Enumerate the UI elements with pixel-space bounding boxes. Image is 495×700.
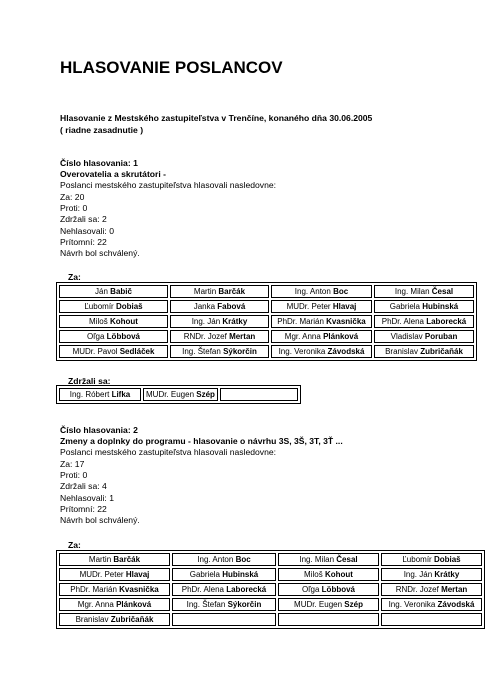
- page-title: HLASOVANIE POSLANCOV: [60, 58, 283, 77]
- group-label-za: Za:: [68, 272, 81, 282]
- group-label-zdrzali: Zdržali sa:: [68, 376, 111, 386]
- member-first-name: Oľga: [301, 585, 320, 594]
- member-first-name: Gabriela: [389, 302, 420, 311]
- member-last-name: Sýkorčin: [223, 347, 257, 356]
- table-cell: [278, 613, 379, 626]
- member-first-name: Ing. Štefan: [182, 347, 221, 356]
- table-cell: [59, 583, 170, 596]
- member-first-name: Martin: [193, 287, 217, 296]
- table-row: [59, 553, 482, 566]
- table-cell: [59, 315, 168, 328]
- member-last-name: Szép: [196, 390, 215, 399]
- table-cell: [278, 583, 379, 596]
- member-last-name: Kohout: [324, 570, 353, 579]
- table-cell: [381, 553, 482, 566]
- table-cell: [220, 388, 298, 401]
- vote-intro: Poslanci mestského zastupiteľstva hlasovali nasledovne:: [60, 180, 277, 190]
- table-cell: [374, 330, 474, 343]
- member-last-name: Barčák: [113, 555, 141, 564]
- member-last-name: Babič: [110, 287, 132, 296]
- member-first-name: Ing. Veronika: [388, 600, 436, 609]
- member-last-name: Fabová: [217, 302, 246, 311]
- table-row: [59, 583, 482, 596]
- member-first-name: MUDr. Eugen: [294, 600, 343, 609]
- table-cell: [172, 553, 276, 566]
- names-table: [56, 282, 477, 361]
- table-row: [59, 613, 482, 626]
- member-first-name: Ing. Štefan: [186, 600, 226, 609]
- vote-pritomni-count: Prítomní: 22: [60, 237, 107, 247]
- vote-result: Návrh bol schválený.: [60, 515, 140, 525]
- member-first-name: Mgr. Anna: [77, 600, 114, 609]
- member-last-name: Hubinská: [222, 570, 259, 579]
- member-first-name: Ing. Ján: [403, 570, 433, 579]
- table-cell: [143, 388, 218, 401]
- member-first-name: PhDr. Marián: [70, 585, 117, 594]
- member-first-name: Martin: [88, 555, 112, 564]
- table-cell: [59, 285, 168, 298]
- member-last-name: Barčák: [218, 287, 246, 296]
- vote-pritomni-count: Prítomní: 22: [60, 504, 107, 514]
- member-last-name: Sedláček: [119, 347, 155, 356]
- table-cell: [278, 568, 379, 581]
- member-last-name: Krátky: [434, 570, 460, 579]
- member-first-name: MUDr. Peter: [286, 302, 331, 311]
- names-table: [56, 385, 301, 404]
- table-row: [59, 598, 482, 611]
- member-last-name: Zubričaňák: [110, 615, 154, 624]
- member-last-name: Dobiaš: [115, 302, 143, 311]
- table-cell: [172, 568, 276, 581]
- member-first-name: Oľga: [86, 332, 105, 341]
- member-last-name: Závodská: [327, 347, 365, 356]
- names-table: [56, 550, 485, 629]
- table-cell: [59, 330, 168, 343]
- member-first-name: Miloš: [304, 570, 323, 579]
- member-first-name: Ing. Anton: [197, 555, 234, 564]
- table-cell: [59, 568, 170, 581]
- table-row: [59, 300, 474, 313]
- member-last-name: Hubinská: [422, 302, 459, 311]
- member-last-name: Kvasnička: [119, 585, 159, 594]
- table-cell: [59, 598, 170, 611]
- vote-proti-count: Proti: 0: [60, 470, 88, 480]
- member-last-name: Sýkorčin: [227, 600, 262, 609]
- member-last-name: Boc: [235, 555, 251, 564]
- member-last-name: Dobiaš: [433, 555, 461, 564]
- member-first-name: Ing. Róbert: [69, 390, 110, 399]
- table-cell: [59, 388, 141, 401]
- group-label-za: Za:: [68, 540, 81, 550]
- member-first-name: RNDr. Jozef: [183, 332, 227, 341]
- table-cell: [172, 613, 276, 626]
- vote-number: Číslo hlasovania: 2: [60, 425, 138, 435]
- member-first-name: MUDr. Pavol: [72, 347, 118, 356]
- table-row: [59, 315, 474, 328]
- member-first-name: Ing. Milan: [394, 287, 430, 296]
- table-cell: [59, 613, 170, 626]
- member-last-name: Boc: [333, 287, 349, 296]
- table-cell: [381, 613, 482, 626]
- member-last-name: Löbbová: [106, 332, 141, 341]
- vote-zdrzali-count: Zdržali sa: 4: [60, 481, 107, 491]
- member-last-name: Česal: [431, 287, 454, 296]
- table-cell: [381, 568, 482, 581]
- member-last-name: Poruban: [424, 332, 458, 341]
- member-first-name: Branislav: [385, 347, 418, 356]
- member-first-name: Miloš: [89, 317, 108, 326]
- vote-subject: Overovatelia a skrutátori -: [60, 169, 167, 179]
- member-first-name: Branislav: [75, 615, 109, 624]
- table-cell: [381, 598, 482, 611]
- table-cell: [172, 598, 276, 611]
- member-last-name: Laborecká: [426, 317, 467, 326]
- vote-nehlasovali-count: Nehlasovali: 0: [60, 226, 114, 236]
- member-first-name: Gabriela: [189, 570, 220, 579]
- member-last-name: Mertan: [229, 332, 256, 341]
- member-last-name: Hlavaj: [332, 302, 357, 311]
- member-first-name: PhDr. Marián: [277, 317, 324, 326]
- member-first-name: Ing. Milan: [299, 555, 335, 564]
- member-first-name: MUDr. Peter: [79, 570, 124, 579]
- table-cell: [170, 315, 269, 328]
- member-first-name: Ján: [95, 287, 108, 296]
- member-last-name: Kvasnička: [326, 317, 366, 326]
- table-row: [59, 388, 298, 401]
- member-first-name: RNDr. Jozef: [395, 585, 439, 594]
- vote-intro: Poslanci mestského zastupiteľstva hlasovali nasledovne:: [60, 447, 277, 457]
- table-cell: [278, 553, 379, 566]
- table-cell: [59, 345, 168, 358]
- member-first-name: Ľubomír: [402, 555, 432, 564]
- member-first-name: Ing. Anton: [294, 287, 331, 296]
- member-last-name: Plánková: [323, 332, 359, 341]
- member-last-name: Zubričaňák: [420, 347, 463, 356]
- table-row: [59, 568, 482, 581]
- member-first-name: Ing. Veronika: [278, 347, 326, 356]
- vote-result: Návrh bol schválený.: [60, 248, 140, 258]
- member-last-name: Plánková: [116, 600, 152, 609]
- member-last-name: Szép: [344, 600, 363, 609]
- member-last-name: Löbbová: [321, 585, 356, 594]
- vote-za-count: Za: 20: [60, 192, 85, 202]
- vote-subject: Zmeny a doplnky do programu - hlasovanie o návrhu 3S, 3Š, 3T, 3Ť ...: [60, 436, 343, 446]
- table-cell: [271, 345, 372, 358]
- member-last-name: Hlavaj: [125, 570, 150, 579]
- member-first-name: MUDr. Eugen: [146, 390, 195, 399]
- vote-zdrzali-count: Zdržali sa: 2: [60, 214, 107, 224]
- vote-proti-count: Proti: 0: [60, 203, 88, 213]
- table-cell: [381, 583, 482, 596]
- member-first-name: Janka: [193, 302, 216, 311]
- table-cell: [271, 330, 372, 343]
- table-cell: [271, 285, 372, 298]
- member-last-name: Kohout: [109, 317, 138, 326]
- member-last-name: Laborecká: [226, 585, 267, 594]
- member-last-name: Krátky: [222, 317, 248, 326]
- member-last-name: Česal: [336, 555, 358, 564]
- member-first-name: Mgr. Anna: [284, 332, 321, 341]
- member-first-name: PhDr. Alena: [181, 585, 224, 594]
- vote-nehlasovali-count: Nehlasovali: 1: [60, 493, 114, 503]
- table-cell: [59, 300, 168, 313]
- member-last-name: Lifka: [111, 390, 131, 399]
- vote-za-count: Za: 17: [60, 459, 85, 469]
- table-cell: [172, 583, 276, 596]
- member-first-name: Vladislav: [390, 332, 423, 341]
- table-cell: [374, 315, 474, 328]
- member-first-name: PhDr. Alena: [381, 317, 424, 326]
- table-row: [59, 330, 474, 343]
- table-cell: [170, 330, 269, 343]
- table-cell: [170, 285, 269, 298]
- table-cell: [59, 553, 170, 566]
- member-last-name: Mertan: [441, 585, 468, 594]
- member-last-name: Závodská: [437, 600, 475, 609]
- session-header-line2: ( riadne zasadnutie ): [60, 125, 144, 135]
- table-cell: [170, 300, 269, 313]
- table-row: [59, 345, 474, 358]
- table-cell: [271, 315, 372, 328]
- table-cell: [170, 345, 269, 358]
- vote-number: Číslo hlasovania: 1: [60, 158, 138, 168]
- table-cell: [271, 300, 372, 313]
- table-row: [59, 285, 474, 298]
- table-cell: [374, 300, 474, 313]
- member-first-name: Ľubomír: [84, 302, 114, 311]
- member-first-name: Ing. Ján: [191, 317, 221, 326]
- table-cell: [374, 345, 474, 358]
- session-header-line1: Hlasovanie z Mestského zastupiteľstva v Trenčíne, konaného dňa 30.06.2005: [60, 113, 373, 123]
- table-cell: [374, 285, 474, 298]
- table-cell: [278, 598, 379, 611]
